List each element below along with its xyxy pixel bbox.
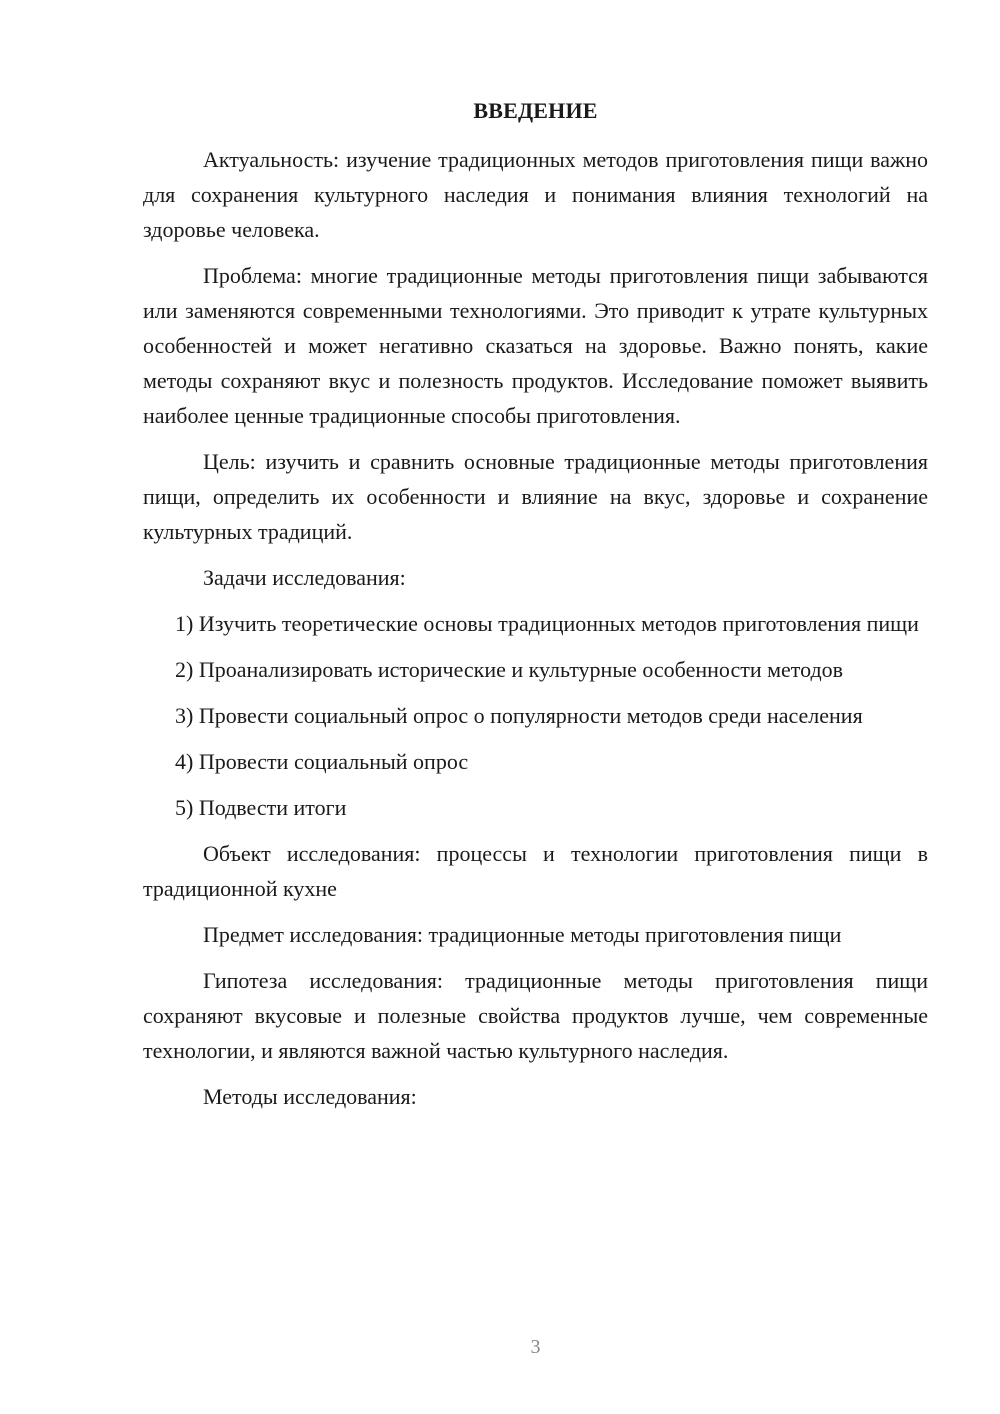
document-body [143,142,928,1125]
task-item: 2) Проанализировать исторические и культурные особенности методов [175,657,844,682]
page-heading: ВВЕДЕНИЕ [473,98,598,123]
paragraph-goal: Цель: изучить и сравнить основные традиционные методы приготовления пищи, определить их особенности и влияние на вкус, здоровье и сохранение культурных традиций. [143,449,928,544]
task-item: 3) Провести социальный опрос о популярности методов среди населения [175,703,863,728]
paragraph-hypothesis: Гипотеза исследования: традиционные методы приготовления пищи сохраняют вкусовые и полезные свойства продуктов лучше, чем современные технологии, и являются важной частью культурного наследия. [143,968,928,1063]
page-number: 3 [530,1336,541,1358]
paragraph-subject: Предмет исследования: традиционные методы приготовления пищи [203,922,842,947]
paragraph-relevance: Актуальность: изучение традиционных методов приготовления пищи важно для сохранения культурного наследия и понимания влияния технологий на здоровье человека. [143,147,928,242]
task-item: 1) Изучить теоретические основы традиционных методов приготовления пищи [175,611,919,636]
task-item: 4) Провести социальный опрос [175,749,469,774]
paragraph-problem: Проблема: многие традиционные методы приготовления пищи забываются или заменяются современными технологиями. Это приводит к утрате культурных особенностей и может негативно сказаться на здоровье. Важно понять, какие методы сохраняют вкус и полезность продуктов. Исследование поможет выявить наиболее ценные традиционные способы приготовления. [143,263,928,428]
paragraph-methods: Методы исследования: [203,1084,417,1109]
paragraph-tasks-heading: Задачи исследования: [203,565,406,590]
task-item: 5) Подвести итоги [175,795,347,820]
paragraph-object: Объект исследования: процессы и технологии приготовления пищи в традиционной кухне [143,841,928,901]
